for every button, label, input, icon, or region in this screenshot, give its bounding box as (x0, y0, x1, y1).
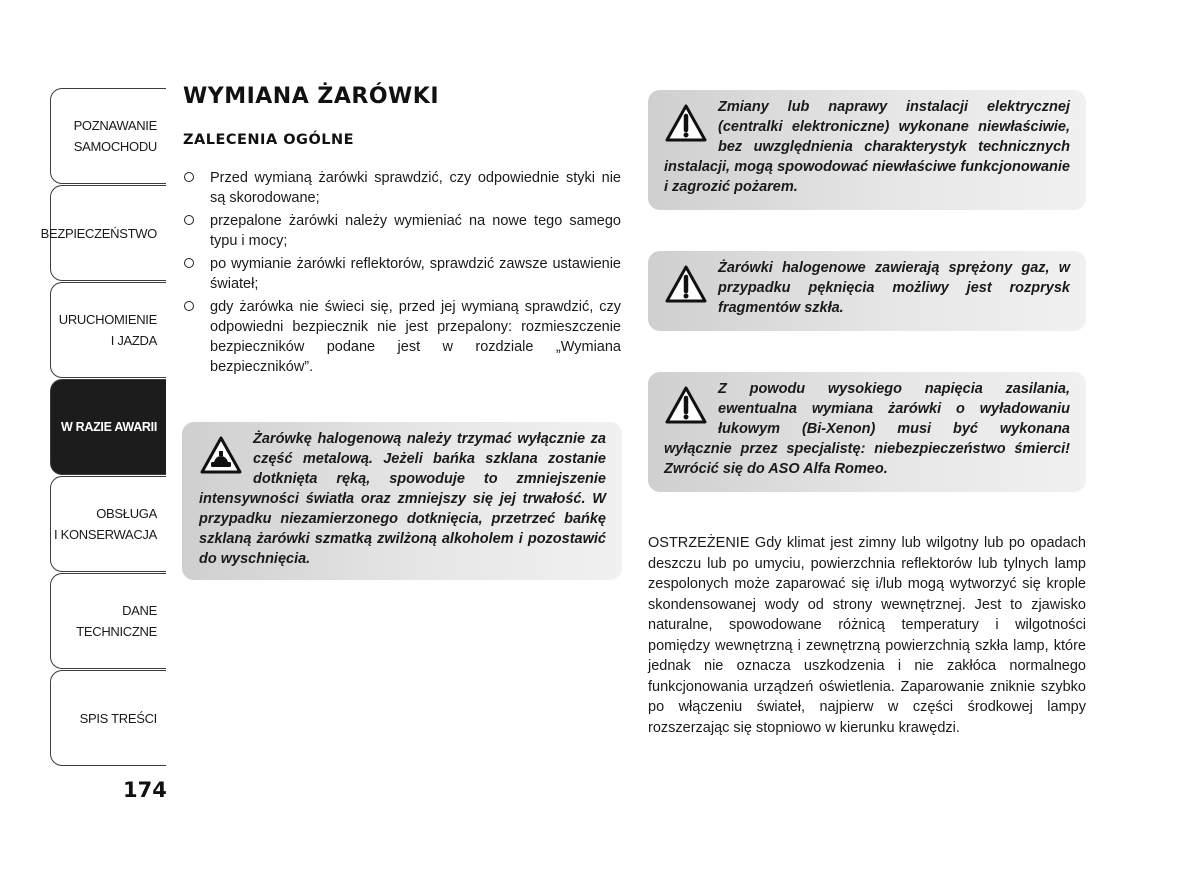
circle-bullet-icon (184, 172, 194, 182)
page-number: 174 (123, 778, 167, 802)
list-item-text: Przed wymianą żarówki sprawdzić, czy odpowiednie styki nie są skorodowane; (210, 170, 621, 206)
warning-triangle-icon (664, 385, 708, 425)
notice-text: Z powodu wysokiego napięcia zasilania, ewentualna wymiana żarówki o wyładowaniu łukowym (Bi-Xenon) musi być wykonana wyłącznie przez specjalistę: niebezpieczeństwo śmierci! Zwrócić się do ASO Alfa Romeo. (664, 381, 1070, 477)
tab-label: POZNAWANIE SAMOCHODU (73, 118, 157, 154)
tab-label: OBSŁUGA I KONSERWACJA (53, 506, 157, 542)
list-item (183, 297, 621, 377)
tab-w-razie-awarii[interactable] (50, 379, 166, 475)
tab-bezpieczenstwo[interactable] (40, 185, 166, 281)
notice-text: Żarówki halogenowe zawierają sprężony gaz, w przypadku pęknięcia możliwy jest rozprysk fragmentów szkła. (718, 260, 1070, 316)
circle-bullet-icon (184, 258, 194, 268)
condensation-note: OSTRZEŻENIE Gdy klimat jest zimny lub wilgotny lub po opadach deszczu lub po umyciu, powierzchnia reflektorów lub tylnych lamp zespolonych może zaparować się i/lub mogą wytworzyć się krople skondensowanej wody od strony wewnętrznej. Jest to zjawisko naturalne, spowodowane różnicą temperatury i wilgotności pomiędzy wewnętrzną i zewnętrzną powierzchnią szkła lamp, które jednak nie oznacza uszkodzenia i nie zakłóca normalnego funkcjonowania urządzeń oświetlenia. Zaparowanie zniknie szybko po włączeniu świateł, najpierw w części środkowej lampy rozszerzając się stopniowo w kierunku krawędzi. (648, 535, 1086, 736)
circle-bullet-icon (184, 215, 194, 225)
tab-spis-tresci[interactable] (50, 670, 166, 766)
halogen-handling-notice (182, 422, 622, 580)
bullet-list (183, 168, 621, 380)
chapter-tabs (40, 88, 166, 767)
notice-text: Zmiany lub naprawy instalacji elektrycznej (centralki elektroniczne) wykonane niewłaściwie, bez uwzględnienia charakterystyk technicznych instalacji, mogą spowodować niewłaściwe funkcjonowanie i zagrozić pożarem. (664, 99, 1070, 195)
tab-label: URUCHOMIENIE I JAZDA (58, 312, 157, 348)
tab-label: DANE TECHNICZNE (76, 603, 157, 639)
page-title: WYMIANA ŻARÓWKI (183, 84, 440, 109)
tab-label: BEZPIECZEŃSTWO (40, 225, 157, 241)
notice-text: Żarówkę halogenową należy trzymać wyłącznie za część metalową. Jeżeli bańka szklana zostanie dotknięta ręką, spowoduje to zmniejszenie intensywności światła oraz zmniejszy się jej trwałość. W przypadku niezamierzonego dotknięcia, przetrzeć bańkę szklaną żarówki szmatką zwilżoną alkoholem i pozostawić do wyschnięcia. (199, 431, 606, 567)
list-item-text: po wymianie żarówki reflektorów, sprawdzić zawsze ustawienie świateł; (210, 256, 621, 292)
tab-label: SPIS TREŚCI (79, 710, 157, 726)
tab-uruchomienie-i-jazda[interactable] (50, 282, 166, 378)
list-item-text: gdy żarówka nie świeci się, przed jej wymianą sprawdzić, czy odpowiedni bezpiecznik nie jest przepalony: rozmieszczenie bezpieczników podane jest w rozdziale „Wymiana bezpieczników”. (210, 299, 621, 375)
warning-triangle-icon (664, 264, 708, 304)
bixenon-warning-notice (648, 372, 1086, 492)
tab-dane-techniczne[interactable] (50, 573, 166, 669)
list-item (183, 168, 621, 208)
list-item (183, 211, 621, 251)
warning-triangle-icon (664, 103, 708, 143)
electrical-warning-notice (648, 90, 1086, 210)
halogen-gas-warning-notice (648, 251, 1086, 331)
circle-bullet-icon (184, 301, 194, 311)
section-subtitle: ZALECENIA OGÓLNE (183, 132, 355, 148)
hand-bulb-icon (199, 435, 243, 475)
list-item-text: przepalone żarówki należy wymieniać na nowe tego samego typu i mocy; (210, 213, 621, 249)
tab-poznawanie-samochodu[interactable] (50, 88, 166, 184)
list-item (183, 254, 621, 294)
tab-obsluga-i-konserwacja[interactable] (50, 476, 166, 572)
tab-label: W RAZIE AWARII (60, 419, 157, 434)
